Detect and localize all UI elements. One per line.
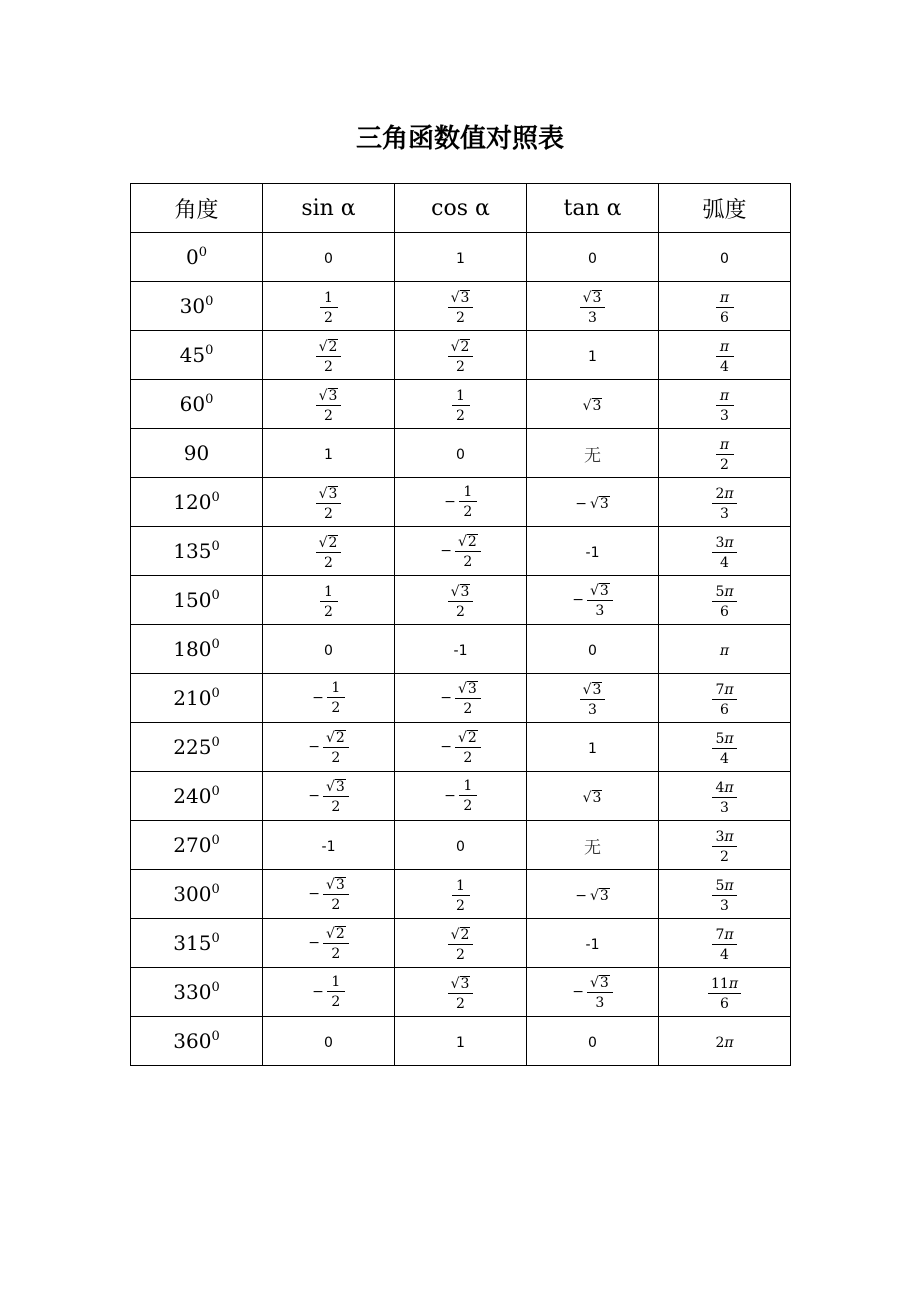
angle-cell bbox=[131, 968, 263, 1017]
rad-cell bbox=[659, 772, 791, 821]
cos-cell bbox=[395, 282, 527, 331]
cos-value: − $\frac{1}{2}$ bbox=[444, 779, 477, 813]
tan-cell bbox=[527, 1017, 659, 1066]
table-row bbox=[131, 674, 791, 723]
angle-cell bbox=[131, 625, 263, 674]
angle-degrees: 315 bbox=[173, 931, 212, 955]
tan-cell bbox=[527, 331, 659, 380]
tan-cell bbox=[527, 968, 659, 1017]
angle-cell bbox=[131, 380, 263, 429]
tan-value: -1 bbox=[585, 544, 600, 561]
sin-value: 0 bbox=[324, 250, 333, 267]
angle-cell bbox=[131, 723, 263, 772]
rad-value: 2 π 3 bbox=[712, 487, 736, 521]
tan-value: 1 bbox=[588, 348, 597, 365]
sin-value: $\frac{1}{2}$ bbox=[320, 585, 338, 619]
tan-value: − √ 3 3 bbox=[572, 583, 613, 618]
tan-value: √ 3 3 bbox=[580, 290, 606, 325]
sin-cell bbox=[263, 331, 395, 380]
angle-degrees: 30 bbox=[179, 294, 206, 318]
table-row bbox=[131, 233, 791, 282]
rad-cell bbox=[659, 527, 791, 576]
table-row bbox=[131, 919, 791, 968]
rad-value: 2 π bbox=[715, 1034, 734, 1051]
cos-cell bbox=[395, 380, 527, 429]
angle-cell bbox=[131, 282, 263, 331]
sin-cell bbox=[263, 723, 395, 772]
tan-cell bbox=[527, 870, 659, 919]
sin-cell bbox=[263, 968, 395, 1017]
sin-value: √ 3 2 bbox=[316, 388, 342, 423]
cos-cell bbox=[395, 772, 527, 821]
table-row bbox=[131, 1017, 791, 1066]
cos-value: √ 3 2 bbox=[448, 976, 474, 1011]
cos-cell bbox=[395, 1017, 527, 1066]
angle-degrees: 210 bbox=[173, 686, 212, 710]
table-row bbox=[131, 723, 791, 772]
rad-value: 3 π 4 bbox=[712, 536, 736, 570]
rad-cell bbox=[659, 1017, 791, 1066]
angle-superscript: 0 bbox=[211, 490, 220, 505]
cos-value: √ 3 2 bbox=[448, 584, 474, 619]
tan-value: 1 bbox=[588, 740, 597, 757]
tan-cell bbox=[527, 576, 659, 625]
cos-value: − $\frac{1}{2}$ bbox=[444, 485, 477, 519]
table-row bbox=[131, 282, 791, 331]
cos-value: $\frac{1}{2}$ bbox=[452, 879, 470, 913]
sin-value: 0 bbox=[324, 642, 333, 659]
rad-value: $\frac{\pi}{2}$ bbox=[716, 438, 734, 472]
rad-cell bbox=[659, 919, 791, 968]
sin-cell bbox=[263, 625, 395, 674]
sin-cell bbox=[263, 429, 395, 478]
header-sin: sin α bbox=[263, 184, 395, 233]
table-row bbox=[131, 576, 791, 625]
header-radian: 弧度 bbox=[659, 184, 791, 233]
table-row bbox=[131, 527, 791, 576]
cos-value: 0 bbox=[456, 838, 465, 855]
sin-cell bbox=[263, 870, 395, 919]
angle-degrees: 180 bbox=[173, 637, 212, 661]
angle-superscript: 0 bbox=[211, 980, 220, 995]
table-row bbox=[131, 821, 791, 870]
tan-cell bbox=[527, 429, 659, 478]
rad-value: 0 bbox=[720, 250, 729, 267]
rad-value: $\frac{\pi}{6}$ bbox=[716, 291, 734, 325]
tan-value: -1 bbox=[585, 936, 600, 953]
tan-cell bbox=[527, 919, 659, 968]
cos-cell bbox=[395, 429, 527, 478]
angle-cell bbox=[131, 772, 263, 821]
angle-degrees: 45 bbox=[179, 343, 206, 367]
sin-cell bbox=[263, 233, 395, 282]
angle-degrees: 270 bbox=[173, 833, 212, 857]
cos-value: − √ 2 2 bbox=[440, 534, 481, 569]
angle-superscript: 0 bbox=[211, 637, 220, 652]
cos-cell bbox=[395, 527, 527, 576]
rad-value: $\frac{\pi}{3}$ bbox=[716, 389, 734, 423]
cos-cell bbox=[395, 821, 527, 870]
cos-cell bbox=[395, 233, 527, 282]
angle-superscript: 0 bbox=[211, 686, 220, 701]
cos-value: 0 bbox=[456, 446, 465, 463]
angle-superscript: 0 bbox=[211, 882, 220, 897]
angle-degrees: 300 bbox=[173, 882, 212, 906]
tan-cell bbox=[527, 674, 659, 723]
header-row bbox=[131, 184, 791, 233]
angle-cell bbox=[131, 331, 263, 380]
tan-value: √ 3 bbox=[582, 789, 602, 806]
sin-value: $\frac{1}{2}$ bbox=[320, 291, 338, 325]
cos-cell bbox=[395, 331, 527, 380]
table-row bbox=[131, 429, 791, 478]
angle-cell bbox=[131, 233, 263, 282]
page-title: 三角函数值对照表 bbox=[355, 124, 564, 154]
cos-value: − √ 3 2 bbox=[440, 681, 481, 716]
rad-value: 1 1 π 6 bbox=[708, 977, 741, 1011]
tan-value: 0 bbox=[588, 250, 597, 267]
sin-value: √ 2 2 bbox=[316, 339, 342, 374]
sin-cell bbox=[263, 282, 395, 331]
angle-cell bbox=[131, 527, 263, 576]
sin-value: √ 2 2 bbox=[316, 535, 342, 570]
tan-value: − √ 3 bbox=[575, 887, 609, 904]
tan-cell bbox=[527, 625, 659, 674]
sin-value: -1 bbox=[321, 838, 336, 855]
angle-degrees: 240 bbox=[173, 784, 212, 808]
angle-superscript: 0 bbox=[211, 931, 220, 946]
cos-value: √ 3 2 bbox=[448, 290, 474, 325]
rad-cell bbox=[659, 478, 791, 527]
angle-cell bbox=[131, 478, 263, 527]
rad-cell bbox=[659, 331, 791, 380]
angle-degrees: 0 bbox=[185, 245, 199, 269]
sin-cell bbox=[263, 478, 395, 527]
cos-cell bbox=[395, 870, 527, 919]
sin-value: − √ 2 2 bbox=[308, 926, 349, 961]
sin-value: − √ 3 2 bbox=[308, 779, 349, 814]
cos-value: − √ 2 2 bbox=[440, 730, 481, 765]
angle-degrees: 330 bbox=[173, 980, 212, 1004]
sin-cell bbox=[263, 1017, 395, 1066]
angle-superscript: 0 bbox=[211, 588, 220, 603]
table-row bbox=[131, 772, 791, 821]
rad-cell bbox=[659, 723, 791, 772]
cos-value: 1 bbox=[456, 1034, 465, 1051]
cos-cell bbox=[395, 625, 527, 674]
cos-value: 1 bbox=[456, 250, 465, 267]
rad-value: 5 π 3 bbox=[712, 879, 736, 913]
angle-degrees: 120 bbox=[173, 490, 212, 514]
angle-superscript: 0 bbox=[211, 833, 220, 848]
angle-superscript: 0 bbox=[211, 1029, 220, 1044]
rad-cell bbox=[659, 429, 791, 478]
cos-cell bbox=[395, 674, 527, 723]
header-cos: cos α bbox=[395, 184, 527, 233]
tan-cell bbox=[527, 821, 659, 870]
table-row bbox=[131, 331, 791, 380]
tan-value: 无 bbox=[584, 445, 601, 466]
tan-cell bbox=[527, 527, 659, 576]
sin-cell bbox=[263, 576, 395, 625]
rad-value: $\frac{\pi}{4}$ bbox=[716, 340, 734, 374]
cos-cell bbox=[395, 968, 527, 1017]
rad-value: 3 π 2 bbox=[712, 830, 736, 864]
angle-superscript: 0 bbox=[211, 735, 220, 750]
sin-value: 0 bbox=[324, 1034, 333, 1051]
cos-cell bbox=[395, 723, 527, 772]
tan-cell bbox=[527, 478, 659, 527]
cos-value: √ 2 2 bbox=[448, 927, 474, 962]
angle-cell bbox=[131, 919, 263, 968]
table-row bbox=[131, 478, 791, 527]
cos-value: -1 bbox=[453, 642, 468, 659]
tan-value: √ 3 3 bbox=[580, 682, 606, 717]
tan-value: √ 3 bbox=[582, 397, 602, 414]
table-row bbox=[131, 625, 791, 674]
trig-table bbox=[130, 183, 791, 1066]
tan-value: − √ 3 bbox=[575, 495, 609, 512]
header-tan: tan α bbox=[527, 184, 659, 233]
angle-superscript: 0 bbox=[211, 784, 220, 799]
rad-cell bbox=[659, 380, 791, 429]
sin-cell bbox=[263, 919, 395, 968]
cos-value: √ 2 2 bbox=[448, 339, 474, 374]
tan-cell bbox=[527, 380, 659, 429]
angle-degrees: 60 bbox=[179, 392, 206, 416]
tan-cell bbox=[527, 282, 659, 331]
angle-superscript: 0 bbox=[198, 245, 207, 260]
angle-superscript: 0 bbox=[205, 392, 214, 407]
table-row bbox=[131, 968, 791, 1017]
sin-cell bbox=[263, 772, 395, 821]
angle-degrees: 135 bbox=[173, 539, 212, 563]
cos-cell bbox=[395, 478, 527, 527]
tan-value: 无 bbox=[584, 837, 601, 858]
sin-cell bbox=[263, 527, 395, 576]
sin-value: − √ 2 2 bbox=[308, 730, 349, 765]
rad-cell bbox=[659, 870, 791, 919]
rad-cell bbox=[659, 282, 791, 331]
rad-cell bbox=[659, 576, 791, 625]
cos-value: $\frac{1}{2}$ bbox=[452, 389, 470, 423]
tan-cell bbox=[527, 772, 659, 821]
angle-cell bbox=[131, 1017, 263, 1066]
tan-value: 0 bbox=[588, 642, 597, 659]
cos-cell bbox=[395, 576, 527, 625]
tan-value: − √ 3 3 bbox=[572, 975, 613, 1010]
angle-superscript: 0 bbox=[211, 539, 220, 554]
table-row bbox=[131, 870, 791, 919]
sin-value: 1 bbox=[324, 446, 333, 463]
tan-cell bbox=[527, 723, 659, 772]
rad-value: 5 π 6 bbox=[712, 585, 736, 619]
sin-value: − √ 3 2 bbox=[308, 877, 349, 912]
rad-cell bbox=[659, 968, 791, 1017]
rad-value: 7 π 6 bbox=[712, 683, 736, 717]
rad-value: 5 π 4 bbox=[712, 732, 736, 766]
header-angle: 角度 bbox=[131, 184, 263, 233]
sin-value: √ 3 2 bbox=[316, 486, 342, 521]
table-row bbox=[131, 380, 791, 429]
tan-value: 0 bbox=[588, 1034, 597, 1051]
sin-cell bbox=[263, 380, 395, 429]
angle-superscript: 0 bbox=[205, 343, 214, 358]
angle-cell bbox=[131, 429, 263, 478]
rad-cell bbox=[659, 233, 791, 282]
rad-value: π bbox=[719, 642, 730, 659]
angle-degrees: 90 bbox=[183, 441, 210, 465]
sin-value: − $\frac{1}{2}$ bbox=[312, 681, 345, 715]
angle-superscript: 0 bbox=[205, 294, 214, 309]
angle-cell bbox=[131, 821, 263, 870]
angle-degrees: 225 bbox=[173, 735, 212, 759]
sin-cell bbox=[263, 821, 395, 870]
angle-cell bbox=[131, 576, 263, 625]
tan-cell bbox=[527, 233, 659, 282]
sin-cell bbox=[263, 674, 395, 723]
sin-value: − $\frac{1}{2}$ bbox=[312, 975, 345, 1009]
rad-value: 7 π 4 bbox=[712, 928, 736, 962]
rad-value: 4 π 3 bbox=[712, 781, 736, 815]
rad-cell bbox=[659, 674, 791, 723]
cos-cell bbox=[395, 919, 527, 968]
rad-cell bbox=[659, 625, 791, 674]
angle-cell bbox=[131, 870, 263, 919]
rad-cell bbox=[659, 821, 791, 870]
angle-degrees: 360 bbox=[173, 1029, 212, 1053]
angle-cell bbox=[131, 674, 263, 723]
angle-degrees: 150 bbox=[173, 588, 212, 612]
